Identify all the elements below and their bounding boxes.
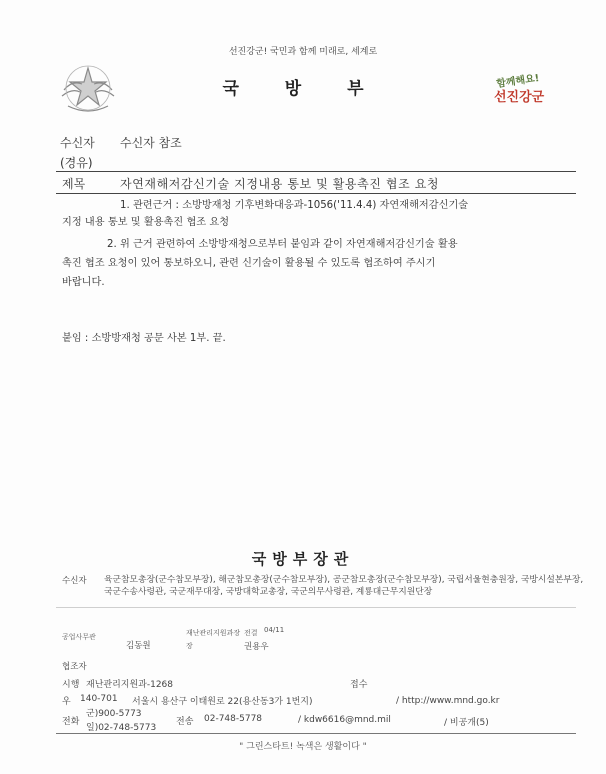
postal-code: 140-701	[80, 694, 118, 704]
phone-military: 군)900-5773	[86, 709, 142, 719]
body-paragraph-1-line-1: 1. 관련근거 : 소방방재청 기후변화대응과-1056('11.4.4) 자연재해저감신기술	[120, 200, 469, 211]
homepage-link[interactable]: / http://www.mnd.go.kr	[396, 696, 500, 706]
top-slogan: 선진강군! 국민과 함께 미래로, 세계로	[228, 47, 378, 57]
divider-subject	[56, 193, 576, 194]
body-paragraph-2-line-2: 촉진 협조 요청이 있어 통보하오니, 관련 신기술이 활용될 수 있도록 협조하여 주시기	[62, 258, 436, 269]
via-label: (경유)	[60, 156, 93, 170]
receipt-label: 접수	[350, 680, 368, 690]
enforcement-value: 재난관리지원과-1268	[86, 680, 174, 690]
approver-role: 재난관리지원과장	[186, 629, 241, 637]
drafter-name: 김동원	[126, 641, 151, 651]
body-paragraph-2-line-3: 바랍니다.	[62, 277, 105, 288]
postal-label: 우	[62, 697, 71, 707]
approver-name: 권용우	[244, 642, 269, 652]
sender-title: 국방부장관	[251, 550, 355, 568]
fax-number: 02-748-5778	[204, 714, 263, 724]
campaign-logo-line2: 선진강군	[494, 90, 545, 105]
footer-slogan: " 그린스타트! 녹색은 생활이다 "	[239, 742, 367, 752]
recipients-list: 육군참모총장(군수참모부장), 해군참모총장(군수참모부장), 공군참모총장(군수참모부장), 국립서울현충원장, 국방시설본부장, 국군수송사령관, 국군재무대장, 국방대학교총장, 국군의무사령관, 계룡대근무지원단장	[104, 575, 584, 597]
campaign-logo-line1: 함께해요!	[495, 73, 541, 90]
recipient-value: 수신자 참조	[120, 136, 182, 150]
divider-footer	[56, 733, 576, 734]
body-paragraph-1-line-2: 지정 내용 통보 및 활용촉진 협조 요청	[62, 217, 230, 228]
enforcement-label: 시행	[62, 680, 80, 690]
body-paragraph-2-line-1: 2. 위 근거 관련하여 소방방재청으로부터 붙임과 같이 자연재해저감신기술 활용	[107, 239, 458, 250]
subject-value: 자연재해저감신기술 지정내용 통보 및 활용촉진 협조 요청	[120, 177, 440, 191]
approval-date: 04/11	[264, 626, 285, 634]
attachment-line: 붙임 : 소방방재청 공문 사본 1부. 끝.	[62, 333, 226, 344]
phone-civil: 일)02-748-5773	[86, 723, 157, 733]
recipient-label: 수신자	[60, 136, 95, 150]
divider-top	[56, 171, 576, 172]
address: 서울시 용산구 이태원로 22(용산동3가 1번지)	[132, 697, 313, 707]
recipients-label: 수신자	[62, 576, 87, 586]
disclosure-status: / 비공개(5)	[444, 718, 489, 728]
email-address[interactable]: / kdw6616@mnd.mil	[298, 715, 391, 725]
subject-label: 제목	[62, 177, 86, 191]
cooperator-label: 협조자	[62, 662, 87, 672]
approver-role-suffix: 장	[186, 642, 193, 650]
divider-sender	[56, 607, 576, 608]
fax-label: 전송	[176, 717, 194, 727]
approval-marker: 전결	[244, 629, 258, 637]
campaign-logo	[490, 72, 554, 114]
drafter-role: 공업사무관	[62, 633, 96, 641]
phone-label: 전화	[62, 717, 80, 727]
org-title: 국 방 부	[222, 79, 384, 99]
